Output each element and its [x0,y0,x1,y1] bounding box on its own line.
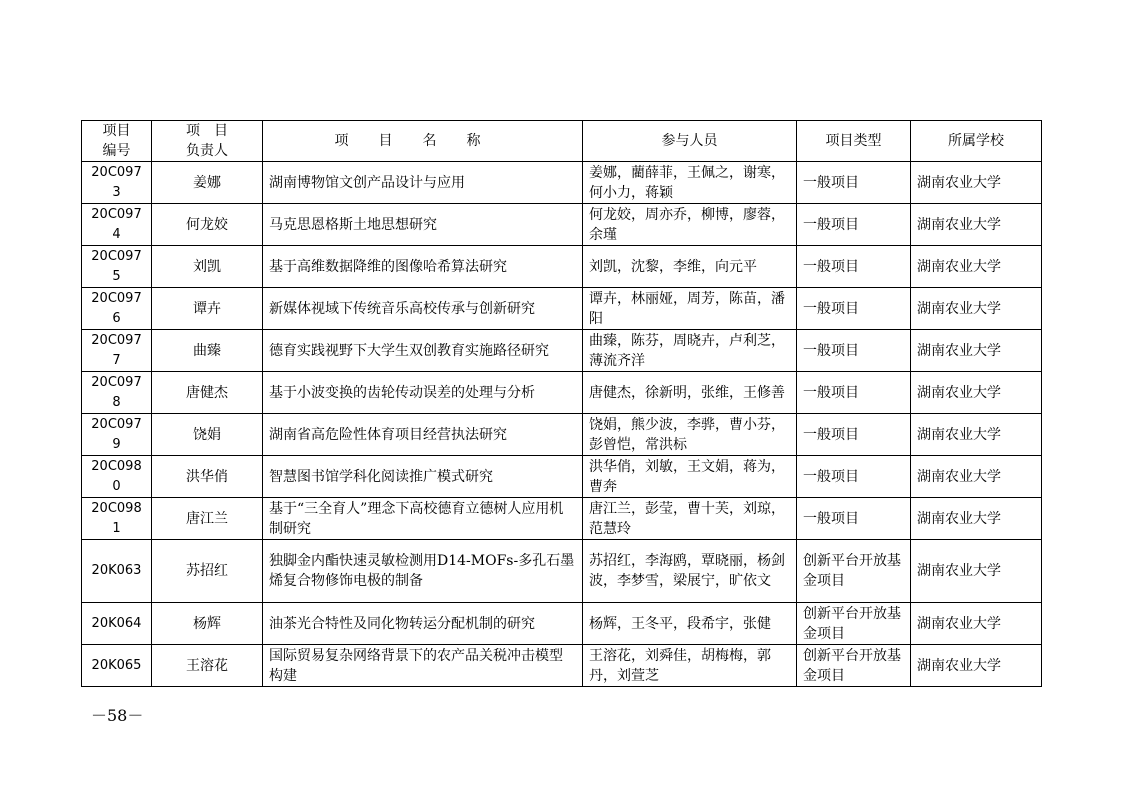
cell-members: 王溶花，刘舜佳，胡梅梅，郭丹，刘萱芝 [583,645,797,687]
table-row [82,456,1042,498]
table-row [82,372,1042,414]
header-project-type: 项目类型 [797,121,911,162]
cell-project-name: 基于高维数据降维的图像哈希算法研究 [263,246,583,288]
cell-project-name: 基于小波变换的齿轮传动误差的处理与分析 [263,372,583,414]
cell-project-id: 20K063 [82,540,152,603]
cell-project-lead: 刘凯 [152,246,263,288]
cell-project-lead: 洪华俏 [152,456,263,498]
cell-school: 湖南农业大学 [911,540,1042,603]
header-project-lead-line2: 负责人 [186,143,228,159]
cell-project-lead: 唐江兰 [152,498,263,540]
cell-members: 刘凯，沈黎，李维，向元平 [583,246,797,288]
cell-project-id: 20C0981 [82,498,152,540]
header-project-lead [152,121,263,162]
cell-project-name: 德育实践视野下大学生双创教育实施路径研究 [263,330,583,372]
header-project-id-line2: 编号 [102,143,131,159]
cell-project-name: 马克思恩格斯土地思想研究 [263,204,583,246]
cell-project-name: 湖南博物馆文创产品设计与应用 [263,162,583,204]
header-project-name: 项目名称 [263,121,583,162]
project-table [81,120,1042,687]
cell-school: 湖南农业大学 [911,498,1042,540]
cell-members: 谭卉，林丽娅，周芳，陈苗，潘阳 [583,288,797,330]
cell-members: 杨辉，王冬平，段希宇，张健 [583,603,797,645]
cell-project-name: 独脚金内酯快速灵敏检测用D14-MOFs-多孔石墨烯复合物修饰电极的制备 [263,540,583,603]
cell-school: 湖南农业大学 [911,246,1042,288]
table-row [82,603,1042,645]
cell-project-id: 20C0979 [82,414,152,456]
cell-members: 何龙姣，周亦乔，柳博，廖蓉，余瑾 [583,204,797,246]
cell-project-id: 20C0978 [82,372,152,414]
cell-project-type: 一般项目 [797,204,911,246]
cell-project-name: 国际贸易复杂网络背景下的农产品关税冲击模型构建 [263,645,583,687]
cell-project-name: 基于“三全育人”理念下高校德育立德树人应用机制研究 [263,498,583,540]
cell-project-name: 新媒体视域下传统音乐高校传承与创新研究 [263,288,583,330]
cell-project-type: 一般项目 [797,456,911,498]
header-members: 参与人员 [583,121,797,162]
cell-project-lead: 唐健杰 [152,372,263,414]
table-row [82,498,1042,540]
table-row [82,330,1042,372]
cell-school: 湖南农业大学 [911,645,1042,687]
cell-school: 湖南农业大学 [911,603,1042,645]
cell-project-type: 创新平台开放基金项目 [797,645,911,687]
cell-project-id: 20C0980 [82,456,152,498]
cell-project-id: 20K064 [82,603,152,645]
cell-project-lead: 何龙姣 [152,204,263,246]
cell-project-type: 一般项目 [797,288,911,330]
cell-school: 湖南农业大学 [911,204,1042,246]
table-header-row [82,121,1042,162]
cell-project-name: 智慧图书馆学科化阅读推广模式研究 [263,456,583,498]
cell-project-lead: 姜娜 [152,162,263,204]
header-project-id [82,121,152,162]
cell-project-lead: 谭卉 [152,288,263,330]
cell-project-type: 一般项目 [797,414,911,456]
cell-project-id: 20C0975 [82,246,152,288]
cell-project-name: 湖南省高危险性体育项目经营执法研究 [263,414,583,456]
cell-members: 姜娜，藺薛菲，王佩之，谢寒，何小力，蒋颖 [583,162,797,204]
table-row [82,204,1042,246]
cell-members: 曲臻，陈芬，周晓卉，卢利芝，薄流齐洋 [583,330,797,372]
cell-project-id: 20C0976 [82,288,152,330]
cell-project-id: 20K065 [82,645,152,687]
cell-project-type: 创新平台开放基金项目 [797,603,911,645]
header-project-lead-line1: 项 目 [186,123,228,139]
cell-project-id: 20C0977 [82,330,152,372]
cell-project-lead: 曲臻 [152,330,263,372]
cell-project-type: 一般项目 [797,246,911,288]
cell-project-type: 一般项目 [797,330,911,372]
table-row [82,162,1042,204]
table-row [82,246,1042,288]
header-project-id-line1: 项目 [102,123,131,139]
page-number: －58－ [91,706,144,725]
cell-school: 湖南农业大学 [911,456,1042,498]
cell-members: 饶娟，熊少波，李骅，曹小芬，彭曾恺，常洪标 [583,414,797,456]
cell-members: 洪华俏，刘敏，王文娟，蒋为，曹奔 [583,456,797,498]
cell-project-lead: 饶娟 [152,414,263,456]
cell-members: 苏招红，李海鸥，覃晓丽，杨剑波，李梦雪，梁展宁，旷依文 [583,540,797,603]
cell-project-lead: 苏招红 [152,540,263,603]
header-school: 所属学校 [911,121,1042,162]
table-row [82,645,1042,687]
table-row [82,540,1042,603]
cell-school: 湖南农业大学 [911,330,1042,372]
cell-project-type: 一般项目 [797,372,911,414]
cell-project-type: 一般项目 [797,162,911,204]
cell-project-id: 20C0974 [82,204,152,246]
cell-members: 唐健杰，徐新明，张维，王修善 [583,372,797,414]
cell-school: 湖南农业大学 [911,288,1042,330]
cell-members: 唐江兰，彭莹，曹十芙，刘琼，范慧玲 [583,498,797,540]
cell-school: 湖南农业大学 [911,414,1042,456]
table-row [82,288,1042,330]
cell-project-lead: 王溶花 [152,645,263,687]
cell-project-name: 油茶光合特性及同化物转运分配机制的研究 [263,603,583,645]
cell-school: 湖南农业大学 [911,162,1042,204]
cell-project-lead: 杨辉 [152,603,263,645]
cell-project-type: 创新平台开放基金项目 [797,540,911,603]
cell-project-id: 20C0973 [82,162,152,204]
table-row [82,414,1042,456]
cell-project-type: 一般项目 [797,498,911,540]
cell-school: 湖南农业大学 [911,372,1042,414]
